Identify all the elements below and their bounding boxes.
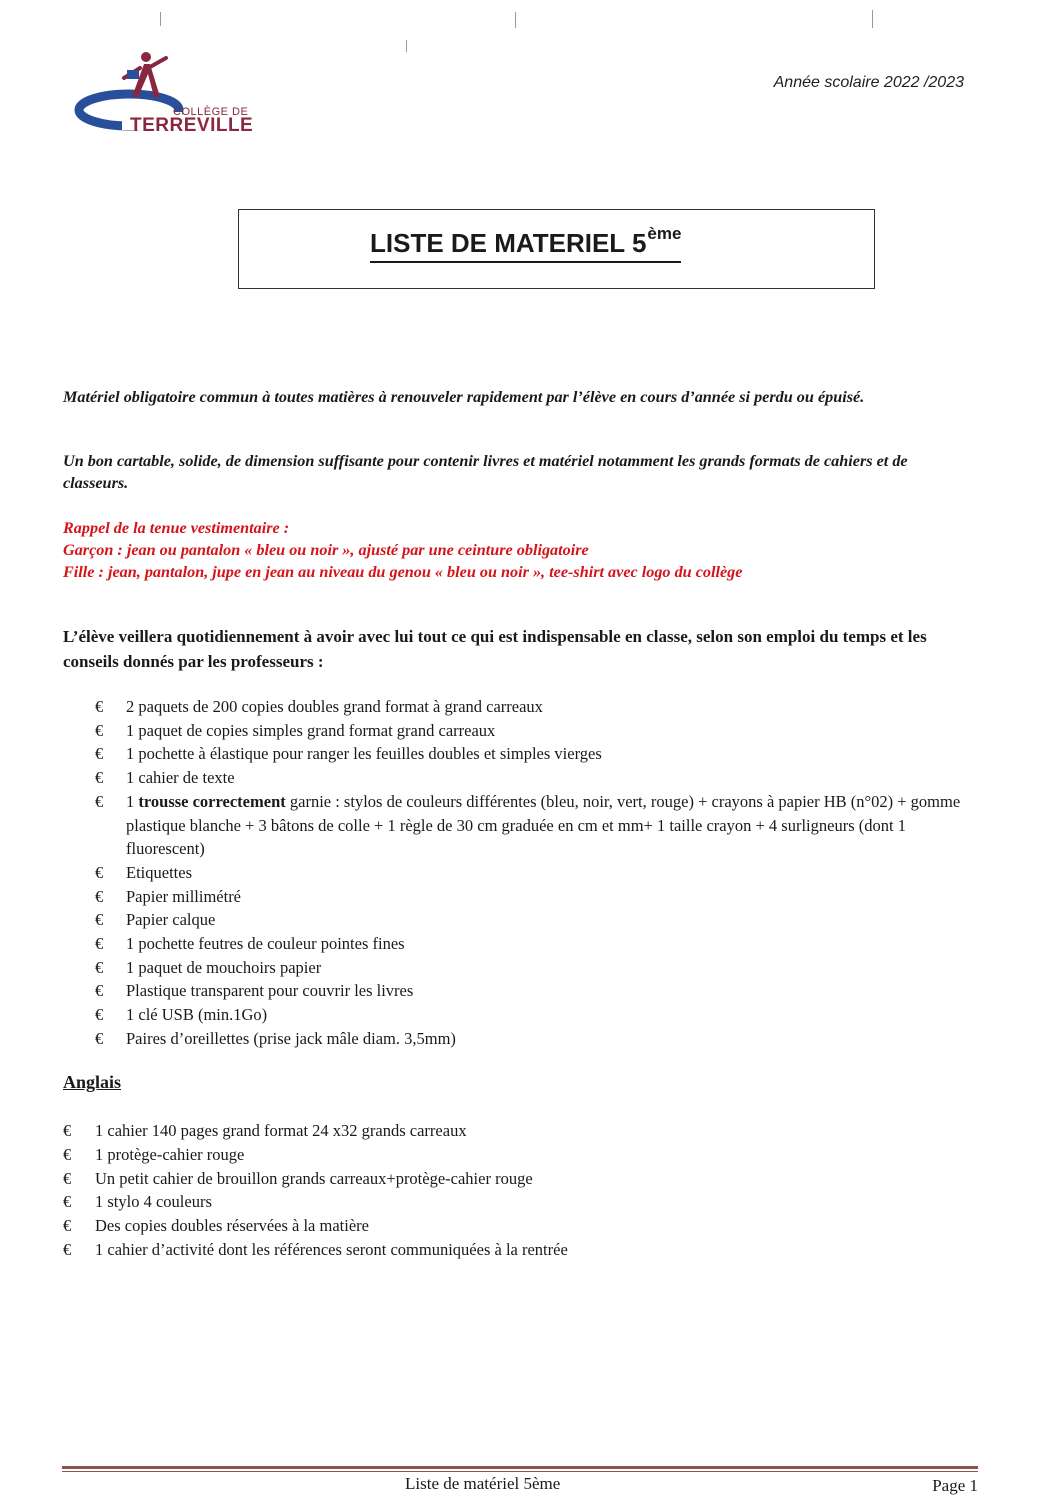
- euro-bullet-icon: €: [95, 720, 104, 740]
- euro-bullet-icon: €: [63, 1216, 72, 1236]
- list-item: € 2 paquets de 200 copies doubles grand format à grand carreaux: [95, 695, 985, 719]
- school-logo: [74, 52, 274, 142]
- euro-bullet-icon: €: [95, 1005, 104, 1025]
- list-item: € 1 paquet de mouchoirs papier: [95, 956, 985, 980]
- list-item: € Plastique transparent pour couvrir les livres: [95, 979, 985, 1003]
- euro-bullet-icon: €: [95, 768, 104, 788]
- section-title-anglais: Anglais: [63, 1072, 122, 1092]
- list-item: € Paires d’oreillettes (prise jack mâle diam. 3,5mm): [95, 1027, 985, 1051]
- list-item: € 1 pochette à élastique pour ranger les feuilles doubles et simples vierges: [95, 742, 985, 766]
- footer-divider: [62, 1466, 978, 1472]
- page-title: [370, 224, 681, 263]
- list-item: € 1 paquet de copies simples grand format grand carreaux: [95, 719, 985, 743]
- footer-page-number: Page 1: [932, 1476, 978, 1495]
- list-item: € Papier calque: [95, 908, 985, 932]
- list-item: € 1 protège-cahier rouge: [63, 1143, 963, 1167]
- euro-bullet-icon: €: [63, 1121, 72, 1140]
- euro-bullet-icon: €: [95, 957, 104, 977]
- list-item: € Etiquettes: [95, 861, 985, 885]
- school-year: Année scolaire 2022 /2023: [773, 74, 964, 91]
- schoolbag-paragraph: Un bon cartable, solide, de dimension suffisante pour contenir livres et matériel notamment les grands formats de cahiers et de classeurs.: [63, 452, 908, 492]
- euro-bullet-icon: €: [95, 1028, 104, 1048]
- dress-code-boys: Garçon : jean ou pantalon « bleu ou noir », ajusté par une ceinture obligatoire: [63, 541, 589, 559]
- euro-bullet-icon: €: [95, 744, 104, 764]
- dress-code-title: Rappel de la tenue vestimentaire :: [63, 519, 290, 537]
- euro-bullet-icon: €: [95, 862, 104, 882]
- list-item: € 1 cahier 140 pages grand format 24 x32 grands carreaux: [63, 1119, 963, 1143]
- intro-paragraph: L’élève veillera quotidiennement à avoir avec lui tout ce qui est indispensable en classe, selon son emploi du temps et les conseils donnés par les professeurs :: [63, 627, 927, 671]
- list-item-trousse: € 1 trousse correctement garnie : stylos de couleurs différentes (bleu, noir, vert, rouge) + crayons à papier HB (n°02) + gomme plastique blanche + 3 bâtons de colle + 1 règle de 30 cm graduée en cm et mm+ 1 taille crayon + 4 surligneurs (dont 1 fluorescent): [95, 791, 961, 859]
- dress-code-block: [63, 517, 973, 583]
- list-item: € Un petit cahier de brouillon grands carreaux+protège-cahier rouge: [63, 1167, 963, 1191]
- list-item: € 1 cahier de texte: [95, 766, 985, 790]
- logo-school-label: COLLÈGE DE: [173, 106, 249, 118]
- logo-school-name: TERREVILLE: [130, 115, 254, 136]
- euro-bullet-icon: €: [63, 1192, 72, 1212]
- list-item: € 1 stylo 4 couleurs: [63, 1190, 963, 1214]
- page-title-text: LISTE DE MATERIEL 5: [370, 228, 647, 258]
- trousse-bold-text: trousse correctement: [138, 791, 286, 811]
- euro-bullet-icon: €: [95, 697, 104, 716]
- euro-bullet-icon: €: [95, 791, 104, 811]
- footer-document-title: Liste de matériel 5ème: [405, 1474, 561, 1493]
- title-box: [238, 209, 875, 289]
- mandatory-material-paragraph: Matériel obligatoire commun à toutes matières à renouveler rapidement par l’élève en cours d’année si perdu ou épuisé.: [63, 388, 865, 406]
- list-item: € 1 pochette feutres de couleur pointes fines: [95, 932, 985, 956]
- list-item: € Des copies doubles réservées à la matière: [63, 1214, 963, 1238]
- general-supplies-list: [95, 695, 985, 1051]
- euro-bullet-icon: €: [63, 1239, 72, 1259]
- euro-bullet-icon: €: [63, 1168, 72, 1188]
- list-item: € 1 cahier d’activité dont les références seront communiquées à la rentrée: [63, 1238, 963, 1262]
- euro-bullet-icon: €: [95, 886, 104, 906]
- dress-code-girls: Fille : jean, pantalon, jupe en jean au niveau du genou « bleu ou noir », tee-shirt avec logo du collège: [63, 563, 743, 581]
- list-item: € 1 clé USB (min.1Go): [95, 1003, 985, 1027]
- euro-bullet-icon: €: [95, 910, 104, 930]
- list-item: € Papier millimétré: [95, 885, 985, 909]
- euro-bullet-icon: €: [95, 934, 104, 954]
- page-title-superscript: ème: [647, 224, 682, 243]
- english-supplies-list: [63, 1119, 963, 1262]
- euro-bullet-icon: €: [95, 981, 104, 1001]
- euro-bullet-icon: €: [63, 1144, 72, 1164]
